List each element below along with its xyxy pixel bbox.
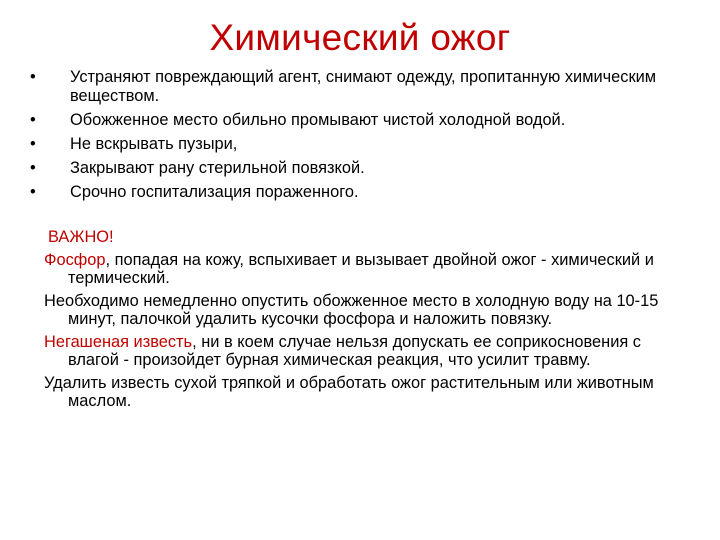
bullet-icon: • [30, 159, 36, 177]
bullet-icon: • [30, 68, 36, 86]
phosphorus-text: , попадая на кожу, вспыхивает и вызывает двойной ожог - химический и термический. [68, 251, 654, 287]
important-section [44, 228, 684, 415]
list-item [30, 135, 660, 154]
phosphorus-term: Фосфор [44, 251, 106, 269]
list-item [30, 159, 660, 178]
bullet-icon: • [30, 183, 36, 201]
first-aid-list [30, 68, 660, 207]
lime-action: Удалить известь сухой тряпкой и обработать ожог растительным или животным маслом. [44, 374, 654, 410]
list-item-text: Не вскрывать пузыри, [70, 135, 238, 153]
list-item [30, 111, 660, 130]
list-item-text: Закрывают рану стерильной повязкой. [70, 159, 365, 177]
slide-title: Химический ожог [209, 17, 511, 58]
phosphorus-paragraph [44, 251, 684, 287]
list-item-text: Срочно госпитализация пораженного. [70, 183, 359, 201]
important-heading: ВАЖНО! [48, 228, 114, 246]
list-item [30, 183, 660, 202]
phosphorus-action: Необходимо немедленно опустить обожженное место в холодную воду на 10-15 минут, палочкой удалить кусочки фосфора и наложить повязку. [44, 292, 659, 328]
bullet-icon: • [30, 135, 36, 153]
list-item-text: Обожженное место обильно промывают чистой холодной водой. [70, 111, 566, 129]
list-item-text: Устраняют повреждающий агент, снимают одежду, пропитанную химическим веществом. [70, 68, 657, 105]
lime-paragraph [44, 333, 684, 369]
list-item [30, 68, 660, 106]
bullet-icon: • [30, 111, 36, 129]
lime-text: , ни в коем случае нельзя допускать ее соприкосновения с влагой - произойдет бурная химическая реакция, что усилит травму. [68, 333, 641, 369]
lime-term: Негашеная известь [44, 333, 193, 351]
